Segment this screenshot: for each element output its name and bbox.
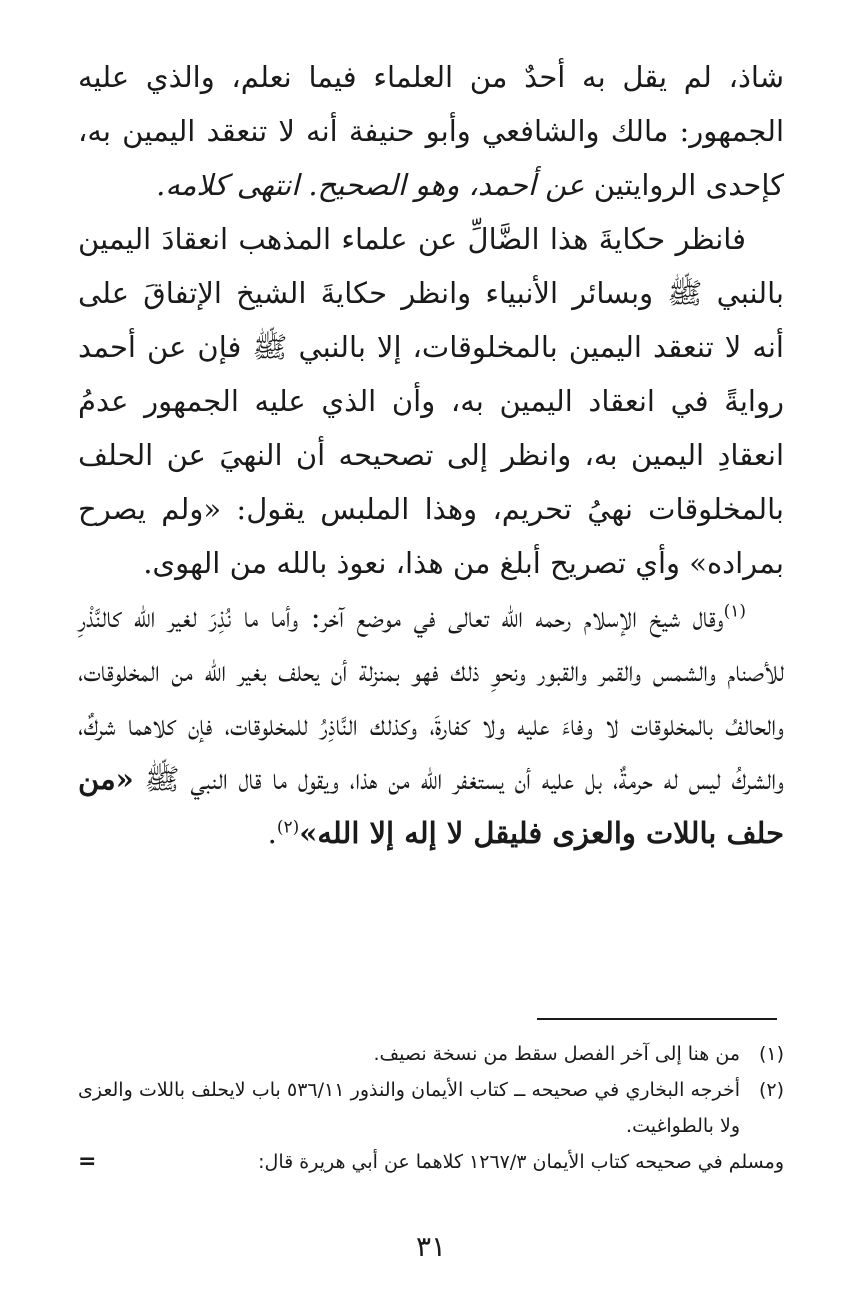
paragraph-3-end: . bbox=[267, 816, 277, 850]
paragraph-2: فانظر حكايةَ هذا الضَّالِّ عن علماء المذهب انعقادَ اليمين بالنبي ﷺ وبسائر الأنبياء وانظر حكايةَ الشيخ الإتفاقَ على أنه لا تنعقد اليمين بالمخلوقات، إلا بالنبي ﷺ فإن عن أحمد روايةً في انعقاد اليمين به، وأن الذي عليه الجمهور عدمُ انعقادِ اليمين به، وانظر إلى تصحيحه أن النهيَ عن الحلف بالمخلوقات نهيُ تحريم، وهذا الملبس يقول: «ولم يصرح بمراده» وأي تصريح أبلغ من هذا، نعوذ بالله من الهوى. bbox=[78, 222, 785, 580]
paragraph-3 bbox=[78, 590, 784, 860]
main-text bbox=[78, 50, 784, 860]
footnote-divider bbox=[537, 1018, 777, 1020]
footnote-ref-1[interactable]: (١) bbox=[723, 601, 746, 622]
footnote-1 bbox=[78, 1036, 784, 1072]
footnotes bbox=[78, 1036, 784, 1180]
footnote-2 bbox=[78, 1072, 784, 1144]
paragraph-3-text: وقال شيخ الإسلام رحمه الله تعالى في موضع آخر: وأما ما نُذِرَ لغير الله كالنَّذْرِ للأصنام والشمس والقمر والقبور ونحوِ ذلك فهو بمنزلة أن يحلف بغير الله من المخلوقات، والحالفُ بالمخلوقات لا وفاءَ عليه ولا كفارةَ، وكذلك النَّاذِرُ للمخلوقات، فإن كلاهما شركٌ، والشركُ ليس له حرمةٌ، بل عليه أن يستغفر الله من هذا، ويقول ما قال النبي ﷺ bbox=[78, 600, 784, 796]
continuation-mark: = bbox=[78, 1149, 97, 1174]
footnote-continuation-text: ومسلم في صحيحه كتاب الأيمان ١٢٦٧/٣ كلاهما عن أبي هريرة قال: bbox=[258, 1151, 784, 1173]
paragraph-1-text: شاذ، لم يقل به أحدٌ من العلماء فيما نعلم، والذي عليه الجمهور: مالك والشافعي وأبو حنيفة أنه لا تنعقد اليمين به، كإحدى الروايتين bbox=[78, 60, 784, 202]
paragraph-1 bbox=[78, 50, 784, 212]
page-number: ٣١ bbox=[415, 1230, 447, 1263]
footnote-2-number: (٢) bbox=[758, 1079, 784, 1101]
footnote-1-number: (١) bbox=[758, 1043, 784, 1065]
footnote-continuation bbox=[78, 1144, 784, 1180]
footnote-1-text: من هنا إلى آخر الفصل سقط من نسخة نصيف. bbox=[373, 1043, 740, 1065]
paragraph-1-tail: عن أحمد، وهو الصحيح. انتهى كلامه. bbox=[156, 168, 585, 202]
footnote-ref-2[interactable]: (٢) bbox=[276, 817, 300, 838]
footnote-2-text: أخرجه البخاري في صحيحه ــ كتاب الأيمان والنذور ٥٣٦/١١ باب لايحلف باللات والعزى ولا بالطواغيت. bbox=[78, 1079, 740, 1137]
hadith-quote: «من حلف باللات والعزى فليقل لا إله إلا الله» bbox=[78, 762, 784, 850]
